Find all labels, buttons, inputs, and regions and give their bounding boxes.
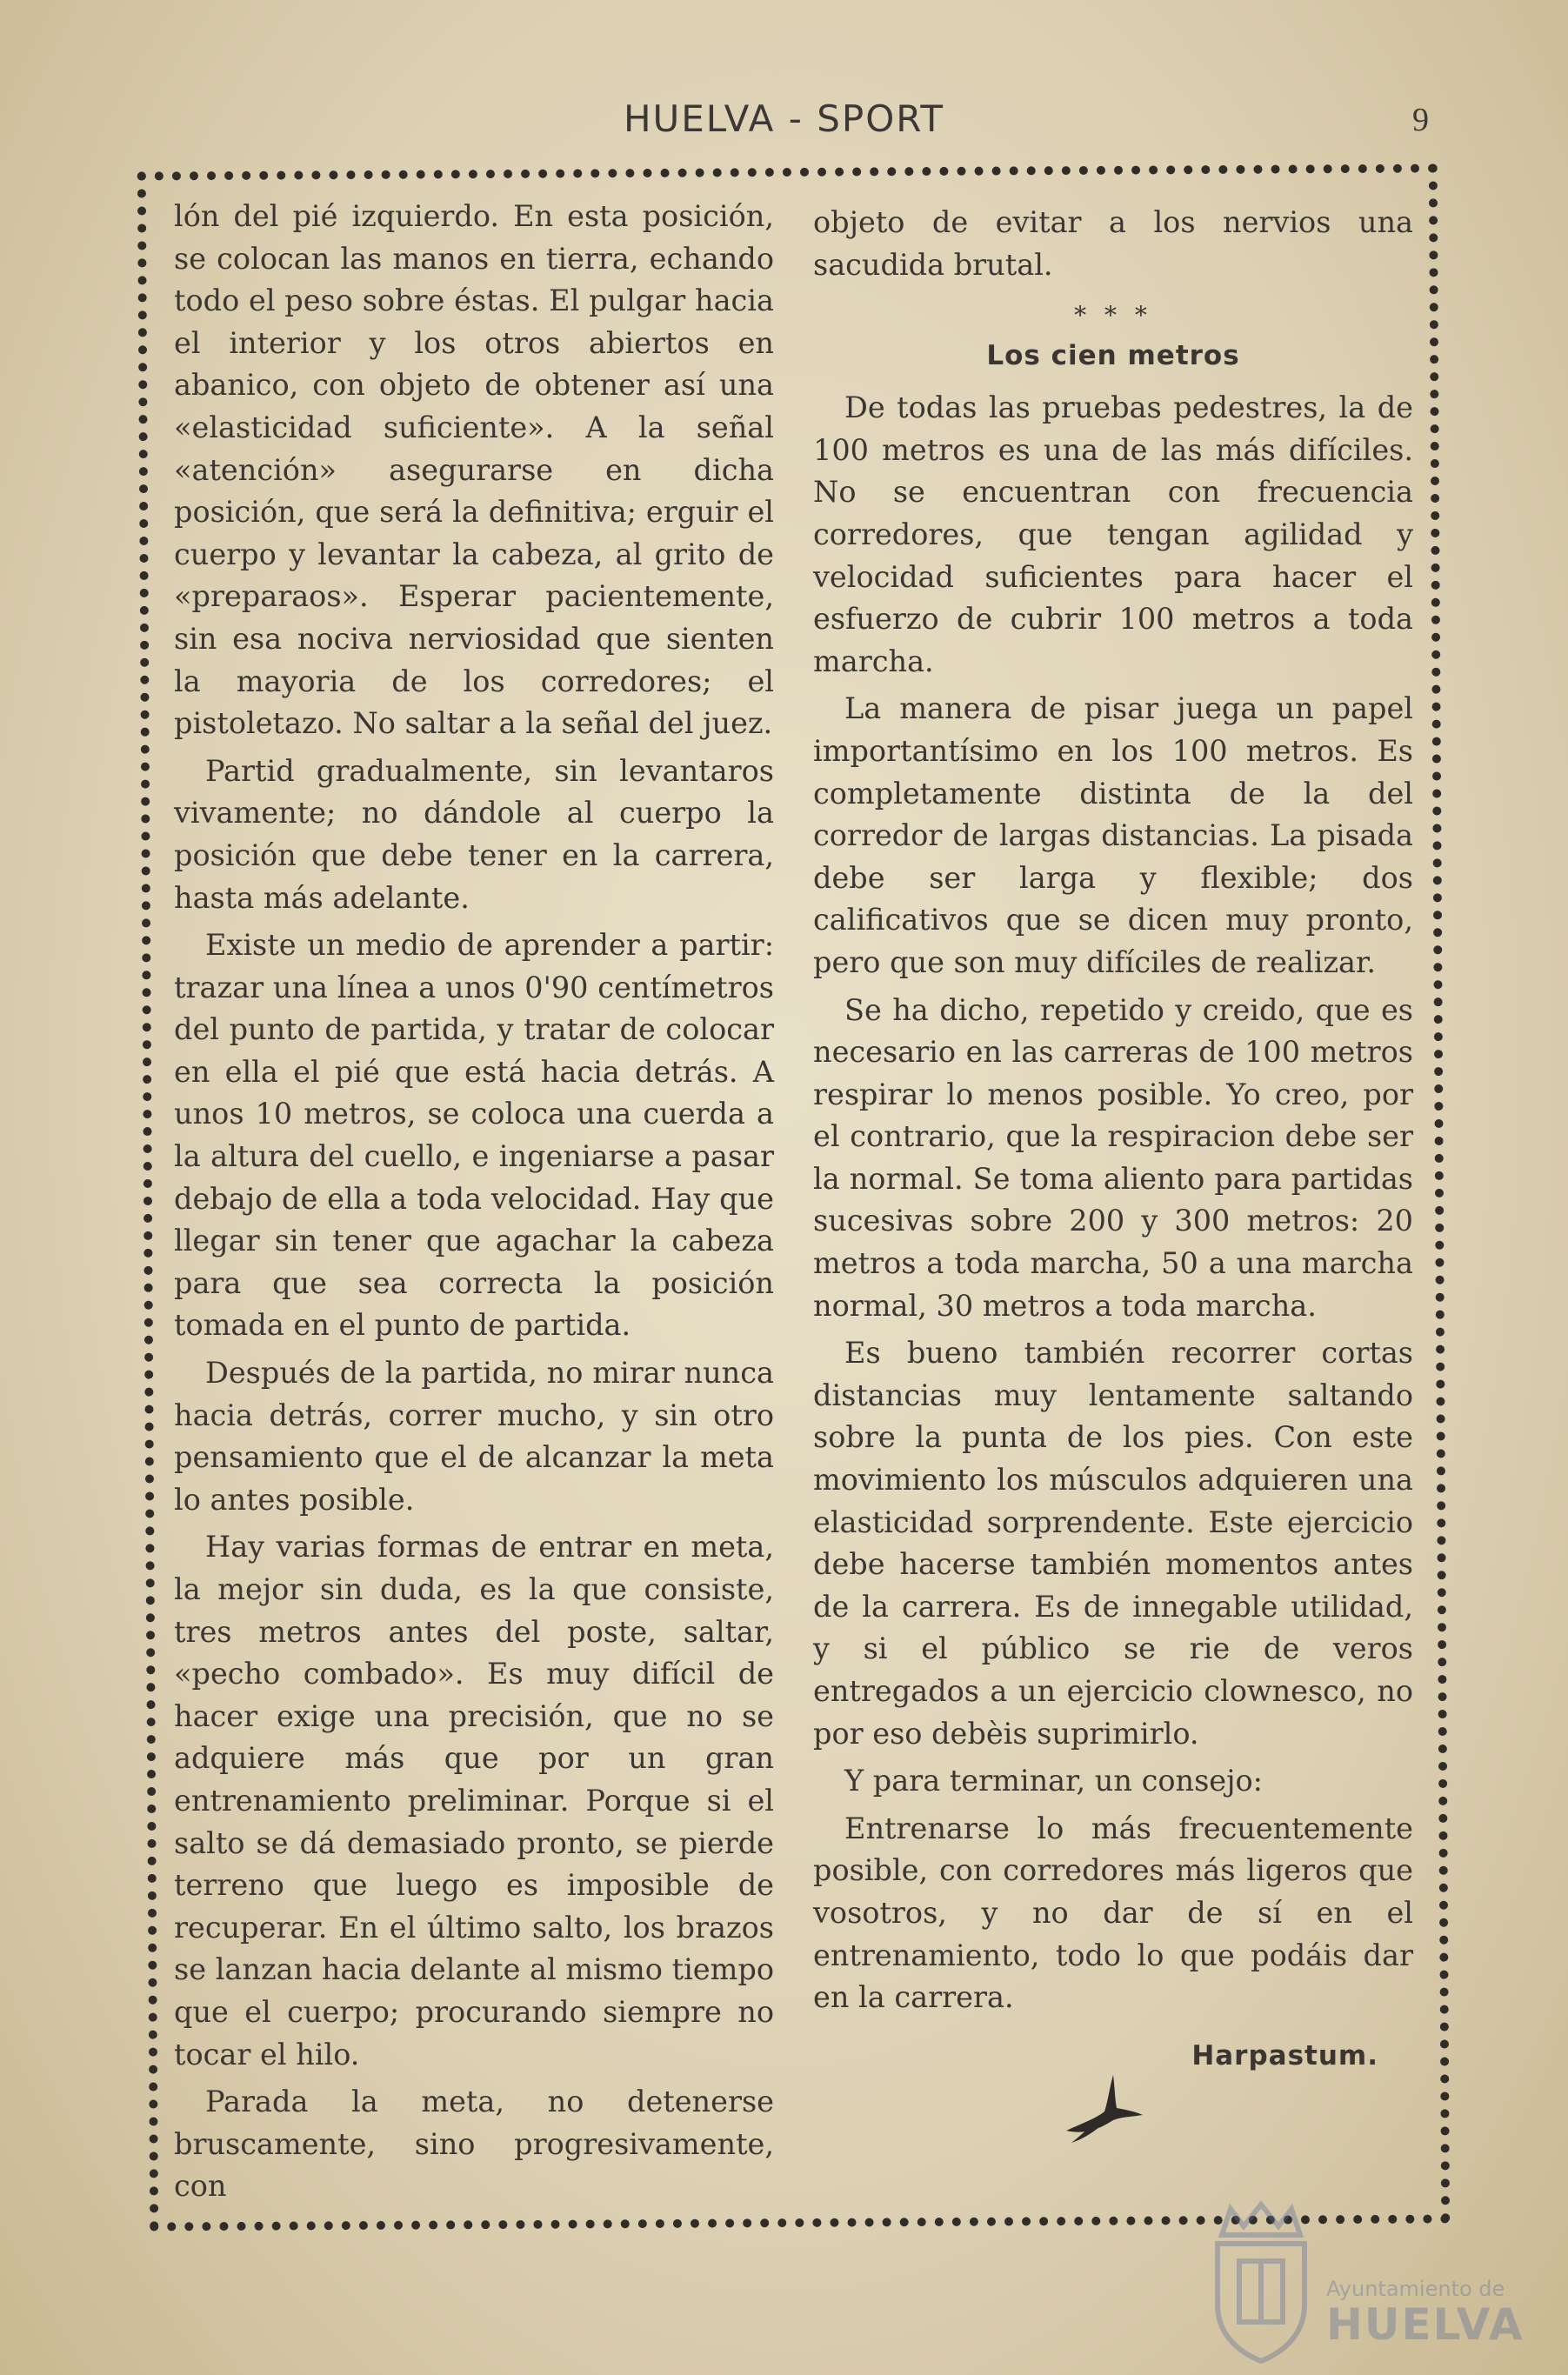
paragraph: Hay varias formas de entrar en meta, la mejor sin duda, es la que consiste, tres metros antes del poste, saltar, «pecho combado». Es muy difícil de hacer exige una precisión, que no se adquiere más que por un gran entrenamiento preliminar. Porque si el salto se dá demasiado pronto, se pierde terreno que luego es imposible de recuperar. En el último salto, los brazos se lanzan hacia delante al mismo tiempo que el cuerpo; procurando siempre no tocar el hilo. xyxy=(174,1530,774,2071)
watermark xyxy=(1204,2200,1535,2365)
paragraph: Partid gradualmente, sin levantaros vivamente; no dándole al cuerpo la posición que debe tener en la carrera, hasta más adelante. xyxy=(174,753,774,915)
city-crest-icon xyxy=(1204,2200,1318,2365)
right-column xyxy=(813,202,1413,2077)
section-heading: Los cien metros xyxy=(986,340,1240,372)
watermark-title: HUELVA xyxy=(1326,2299,1525,2350)
paragraph: Entrenarse lo más frecuentemente posible, con corredores más ligeros que vosotros, y no dar de sí en el entrenamiento, todo lo que podáis dar en la carrera. xyxy=(813,1811,1413,2015)
paragraph: Existe un medio de aprender a partir: trazar una línea a unos 0'90 centímetros del punto de partida, y tratar de colocar en ella el pié que está hacia detrás. A unos 10 metros, se coloca una cuerda a la altura del cuello, e ingeniarse a pasar debajo de ella a toda velocidad. Hay que llegar sin tener que agachar la cabeza para que sea correcta la posición tomada en el punto de partida. xyxy=(174,928,774,1343)
paragraph: De todas las pruebas pedestres, la de 100 metros es una de las más difíciles. No se encuentran con frecuencia corredores, que tengan agilidad y velocidad suficientes para hacer el esfuerzo de cubrir 100 metros a toda marcha. xyxy=(813,390,1413,678)
paragraph: Parada la meta, no detenerse bruscamente, sino progresivamente, con xyxy=(174,2085,774,2204)
page-number: 9 xyxy=(1412,102,1429,138)
paragraph: objeto de evitar a los nervios una sacudida brutal. xyxy=(813,205,1413,282)
author-signature: Harpastum. xyxy=(1191,2039,1378,2071)
running-head xyxy=(0,97,1568,150)
paragraph: lón del pié izquierdo. En esta posición, se colocan las manos en tierra, echando todo el peso sobre éstas. El pulgar hacia el interior y los otros abiertos en abanico, con objeto de obtener así una «elasticidad suficiente». A la señal «atención» asegurarse en dicha posición, que será la definitiva; erguir el cuerpo y levantar la cabeza, al grito de «preparaos». Esperar pacientemente, sin esa nociva nerviosidad que sienten la mayoria de los corredores; el pistoletazo. No saltar a la señal del juez. xyxy=(174,199,774,741)
bird-icon xyxy=(1059,2068,1146,2146)
paragraph: Después de la partida, no mirar nunca hacia detrás, correr mucho, y sin otro pensamiento que el de alcanzar la meta lo antes posible. xyxy=(174,1356,774,1517)
asterism-divider: * * * xyxy=(1074,301,1152,330)
paragraph: Es bueno también recorrer cortas distancias muy lentamente saltando sobre la punta de los pies. Con este movimiento los músculos adquieren una elasticidad sorprendente. Este ejercicio debe hacerse también momentos antes de la carrera. Es de innegable utilidad, y si el público se rie de veros entregados a un ejercicio clownesco, no por eso debèis suprimirlo. xyxy=(813,1336,1413,1751)
paragraph: La manera de pisar juega un papel importantísimo en los 100 metros. Es completamente distinta de la del corredor de largas distancias. La pisada debe ser larga y flexible; dos calificativos que se dicen muy pronto, pero que son muy difíciles de realizar. xyxy=(813,691,1413,979)
watermark-text: Ayuntamiento de xyxy=(1326,2277,1505,2301)
journal-title: HUELVA - SPORT xyxy=(623,97,945,140)
paragraph: Se ha dicho, repetido y creido, que es necesario en las carreras de 100 metros respirar lo menos posible. Yo creo, por el contrario, que la respiracion debe ser la normal. Se toma aliento para partidas sucesivas sobre 200 y 300 metros: 20 metros a toda marcha, 50 a una marcha normal, 30 metros a toda marcha. xyxy=(813,992,1413,1323)
left-column xyxy=(174,196,774,2208)
paragraph: Y para terminar, un consejo: xyxy=(844,1764,1263,1798)
